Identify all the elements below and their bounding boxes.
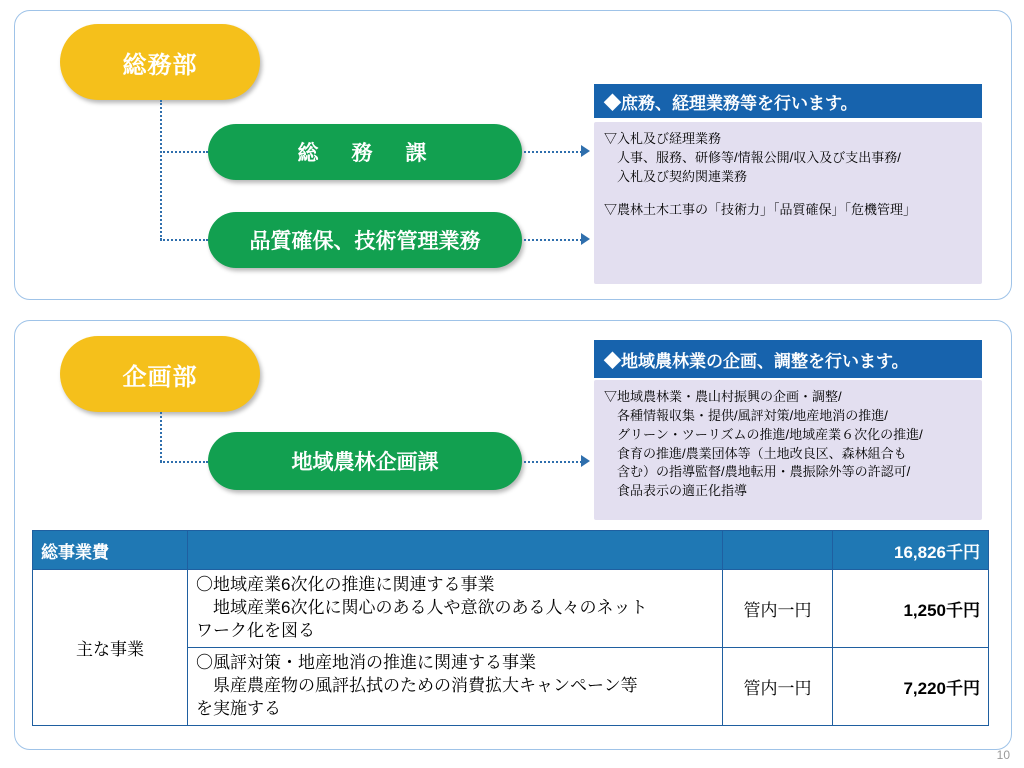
department-pill-general-affairs: 総務部: [60, 24, 260, 100]
connector-vertical-bottom: [160, 412, 162, 462]
table-cell-amount: 1,250千円: [833, 570, 989, 648]
connector-arrow-line-hinshitsu: [524, 239, 582, 241]
connector-h-hinshitsu: [160, 239, 208, 241]
department-pill-planning: 企画部: [60, 336, 260, 412]
description-line: ワーク化を図る: [196, 620, 315, 640]
connector-h-chiiki: [160, 461, 208, 463]
detail-line: 各種情報収集・提供/風評対策/地産地消の推進/: [604, 407, 888, 423]
detail-line: グリーン・ツーリズムの推進/地域産業６次化の推進/: [604, 426, 923, 442]
detail-line: ▽農林土木工事の「技術力」「品質確保」「危機管理」: [604, 201, 917, 217]
table-header-row: [33, 531, 989, 570]
connector-arrow-line-chiiki: [524, 461, 582, 463]
detail-line: ▽入札及び経理業務: [604, 131, 722, 146]
budget-table: [32, 530, 989, 726]
detail-line: 含む）の指導監督/農地転用・農振除外等の許認可/: [604, 464, 911, 480]
header-bar-general-affairs: ◆庶務、経理業務等を行います。: [594, 84, 982, 118]
detail-line: 食育の推進/農業団体等（土地改良区、森林組合も: [604, 445, 907, 461]
detail-box-general-affairs: [594, 122, 982, 284]
table-header-area: [723, 531, 833, 570]
table-cell-description: [188, 570, 723, 648]
table-row-label: 主な事業: [33, 570, 188, 726]
table-cell-description: [188, 647, 723, 725]
table-cell-area: 管内一円: [723, 570, 833, 648]
detail-line: 食品表示の適正化指導: [604, 483, 748, 499]
description-line: 〇地域産業6次化の推進に関連する事業: [196, 575, 495, 594]
detail-line: 入札及び契約関連業務: [604, 168, 748, 184]
unit-pill-regional-agriculture-planning: 地域農林企画課: [208, 432, 522, 490]
connector-arrow-line-soumuka: [524, 151, 582, 153]
table-cell-amount: 7,220千円: [833, 647, 989, 725]
description-line: を実施する: [196, 698, 281, 718]
header-bar-planning: ◆地域農林業の企画、調整を行います。: [594, 340, 982, 378]
detail-line: 人事、服務、研修等/情報公開/収入及び支出事務/: [604, 149, 901, 165]
arrow-head-soumuka: [581, 145, 590, 157]
page-number: 10: [996, 748, 1010, 762]
unit-pill-general-affairs-division: 総 務 課: [208, 124, 522, 180]
description-line: 〇風評対策・地産地消の推進に関連する事業: [196, 652, 536, 672]
table-row: [33, 570, 989, 648]
connector-vertical-top: [160, 100, 162, 240]
detail-spacer: [604, 187, 972, 201]
table-header-amount: 16,826千円: [833, 531, 989, 570]
description-line: 地域産業6次化に関心のある人や意欲のある人々のネット: [196, 597, 648, 617]
table-header-title: 総事業費: [33, 531, 188, 570]
description-line: 県産農産物の風評払拭のための消費拡大キャンペーン等: [196, 675, 638, 695]
detail-line: ▽地域農林業・農山村振興の企画・調整/: [604, 389, 842, 404]
arrow-head-hinshitsu: [581, 233, 590, 245]
unit-pill-quality-assurance: 品質確保、技術管理業務: [208, 212, 522, 268]
table-header-middle: [188, 531, 723, 570]
table-cell-area: 管内一円: [723, 647, 833, 725]
detail-box-planning: [594, 380, 982, 520]
connector-h-soumuka: [160, 151, 208, 153]
arrow-head-chiiki: [581, 455, 590, 467]
